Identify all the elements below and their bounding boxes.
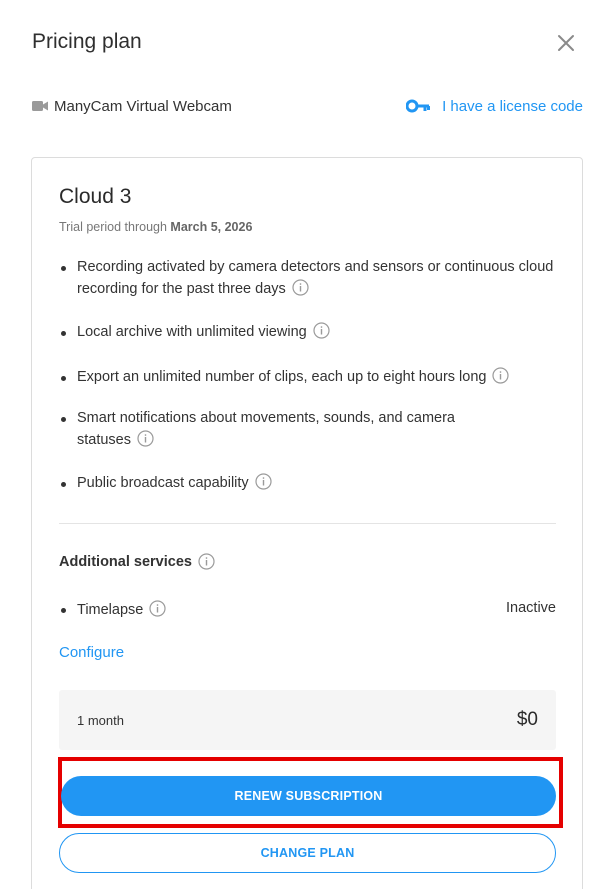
change-plan-button[interactable]: CHANGE PLAN	[59, 833, 556, 873]
divider	[59, 523, 556, 524]
configure-link[interactable]: Configure	[59, 644, 125, 661]
license-code-label[interactable]: I have a license code	[442, 97, 583, 115]
device-name: ManyCam Virtual Webcam	[54, 97, 232, 115]
feature-list	[59, 257, 559, 495]
info-icon[interactable]	[292, 279, 309, 296]
price-amount: $0	[516, 709, 538, 730]
close-icon	[553, 30, 579, 56]
info-icon[interactable]	[198, 553, 215, 570]
feature-item: Public broadcast capability	[59, 473, 559, 495]
license-code-link[interactable]	[406, 94, 583, 118]
key-icon	[406, 99, 430, 113]
device-label	[32, 96, 232, 116]
camera-icon	[32, 100, 48, 112]
trial-prefix: Trial period through	[59, 220, 171, 234]
info-icon[interactable]	[313, 322, 330, 339]
feature-item: Local archive with unlimited viewing	[59, 322, 559, 344]
feature-item: Smart notifications about movements, sounds, and camera statuses	[59, 408, 559, 451]
additional-services-title: Additional services	[59, 553, 215, 570]
trial-period	[59, 220, 252, 234]
feature-item: Recording activated by camera detectors and sensors or continuous cloud recording for the past three days	[59, 257, 559, 300]
service-name: Timelapse	[59, 600, 166, 620]
service-row-timelapse	[59, 600, 556, 620]
dialog-title: Pricing plan	[32, 30, 142, 53]
renew-subscription-button[interactable]: RENEW SUBSCRIPTION	[61, 776, 556, 816]
price-summary	[59, 690, 556, 750]
billing-period: 1 month	[77, 713, 124, 728]
plan-name: Cloud 3	[59, 185, 132, 208]
trial-date: March 5, 2026	[170, 220, 253, 234]
feature-item: Export an unlimited number of clips, each up to eight hours long	[59, 367, 559, 389]
close-button[interactable]	[553, 30, 579, 56]
info-icon[interactable]	[255, 473, 272, 490]
info-icon[interactable]	[492, 367, 509, 384]
info-icon[interactable]	[149, 600, 166, 617]
info-icon[interactable]	[137, 430, 154, 447]
service-status: Inactive	[506, 600, 556, 616]
